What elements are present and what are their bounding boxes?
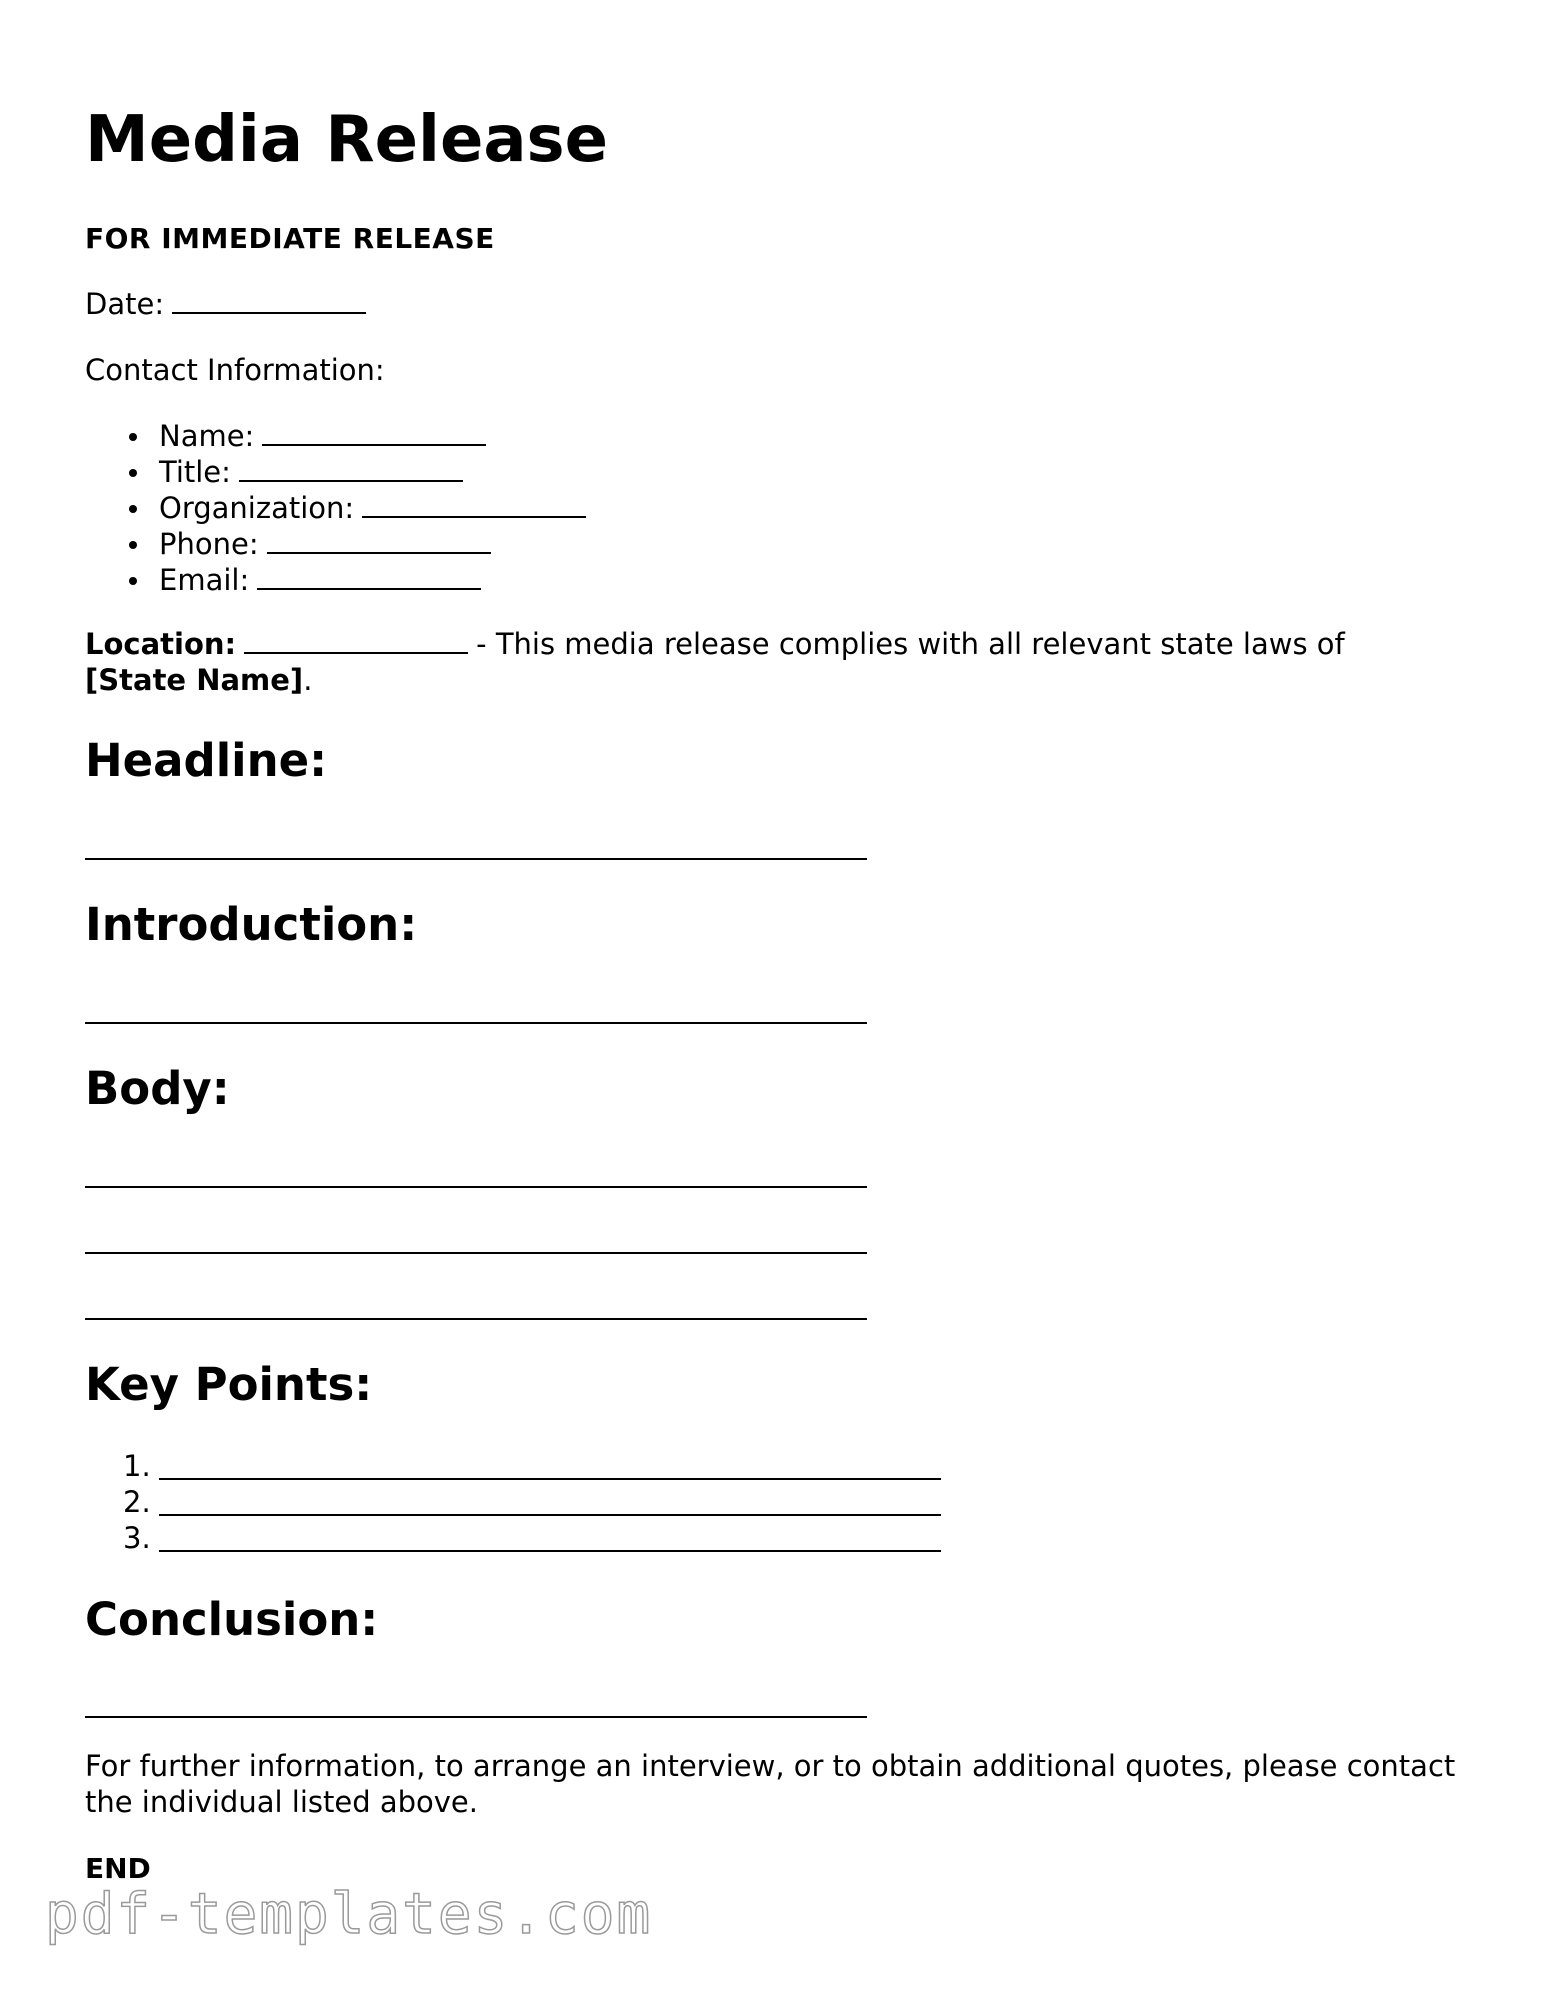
phone-blank[interactable]	[267, 528, 491, 554]
location-blank[interactable]	[244, 628, 468, 654]
introduction-blank[interactable]	[85, 1022, 867, 1024]
further-info: For further information, to arrange an interview, or to obtain additional quotes, please contact the individual listed above.	[85, 1749, 1456, 1819]
headline-blank[interactable]	[85, 858, 867, 860]
date-blank[interactable]	[172, 288, 366, 314]
conclusion-blank[interactable]	[85, 1716, 867, 1718]
contact-item-title	[85, 454, 586, 490]
location-text: - This media release complies with all relevant state laws of	[476, 627, 1345, 661]
key-point-blank[interactable]	[159, 1550, 941, 1552]
contact-item-email	[85, 562, 586, 598]
conclusion-heading: Conclusion:	[85, 1593, 379, 1646]
date-label: Date:	[85, 287, 165, 321]
email-blank[interactable]	[257, 564, 481, 590]
key-point-blank[interactable]	[159, 1514, 941, 1516]
end-label: END	[85, 1852, 151, 1885]
body-blank-2[interactable]	[85, 1252, 867, 1254]
date-field	[85, 286, 366, 322]
key-point-blank[interactable]	[159, 1478, 941, 1480]
key-point-number: 3.	[123, 1521, 151, 1555]
headline-heading: Headline:	[85, 734, 328, 787]
period: .	[303, 663, 313, 697]
contact-item-phone	[85, 526, 586, 562]
location-paragraph	[85, 626, 1445, 698]
bullet-icon	[129, 577, 137, 585]
contact-label: Contact Information:	[85, 353, 385, 387]
contact-list	[85, 418, 586, 598]
bullet-icon	[129, 541, 137, 549]
contact-item-label: Email:	[159, 563, 250, 597]
key-point-number: 2.	[123, 1485, 151, 1519]
body-heading: Body:	[85, 1062, 230, 1115]
watermark: pdf-templates.com	[45, 1882, 653, 1947]
bullet-icon	[129, 433, 137, 441]
name-blank[interactable]	[262, 420, 486, 446]
introduction-heading: Introduction:	[85, 898, 418, 951]
bullet-icon	[129, 469, 137, 477]
state-placeholder: [State Name]	[85, 663, 304, 697]
contact-item-name	[85, 418, 586, 454]
contact-item-label: Name:	[159, 419, 255, 453]
body-blank-1[interactable]	[85, 1186, 867, 1188]
organization-blank[interactable]	[362, 492, 586, 518]
bullet-icon	[129, 505, 137, 513]
contact-item-label: Phone:	[159, 527, 259, 561]
title-blank[interactable]	[239, 456, 463, 482]
key-point-number: 1.	[123, 1449, 151, 1483]
document-title: Media Release	[85, 103, 609, 177]
contact-item-organization	[85, 490, 586, 526]
location-label: Location:	[85, 627, 237, 661]
contact-item-label: Title:	[159, 455, 231, 489]
contact-item-label: Organization:	[159, 491, 355, 525]
body-blank-3[interactable]	[85, 1318, 867, 1320]
release-tag: FOR IMMEDIATE RELEASE	[85, 222, 495, 255]
key-points-heading: Key Points:	[85, 1358, 373, 1411]
